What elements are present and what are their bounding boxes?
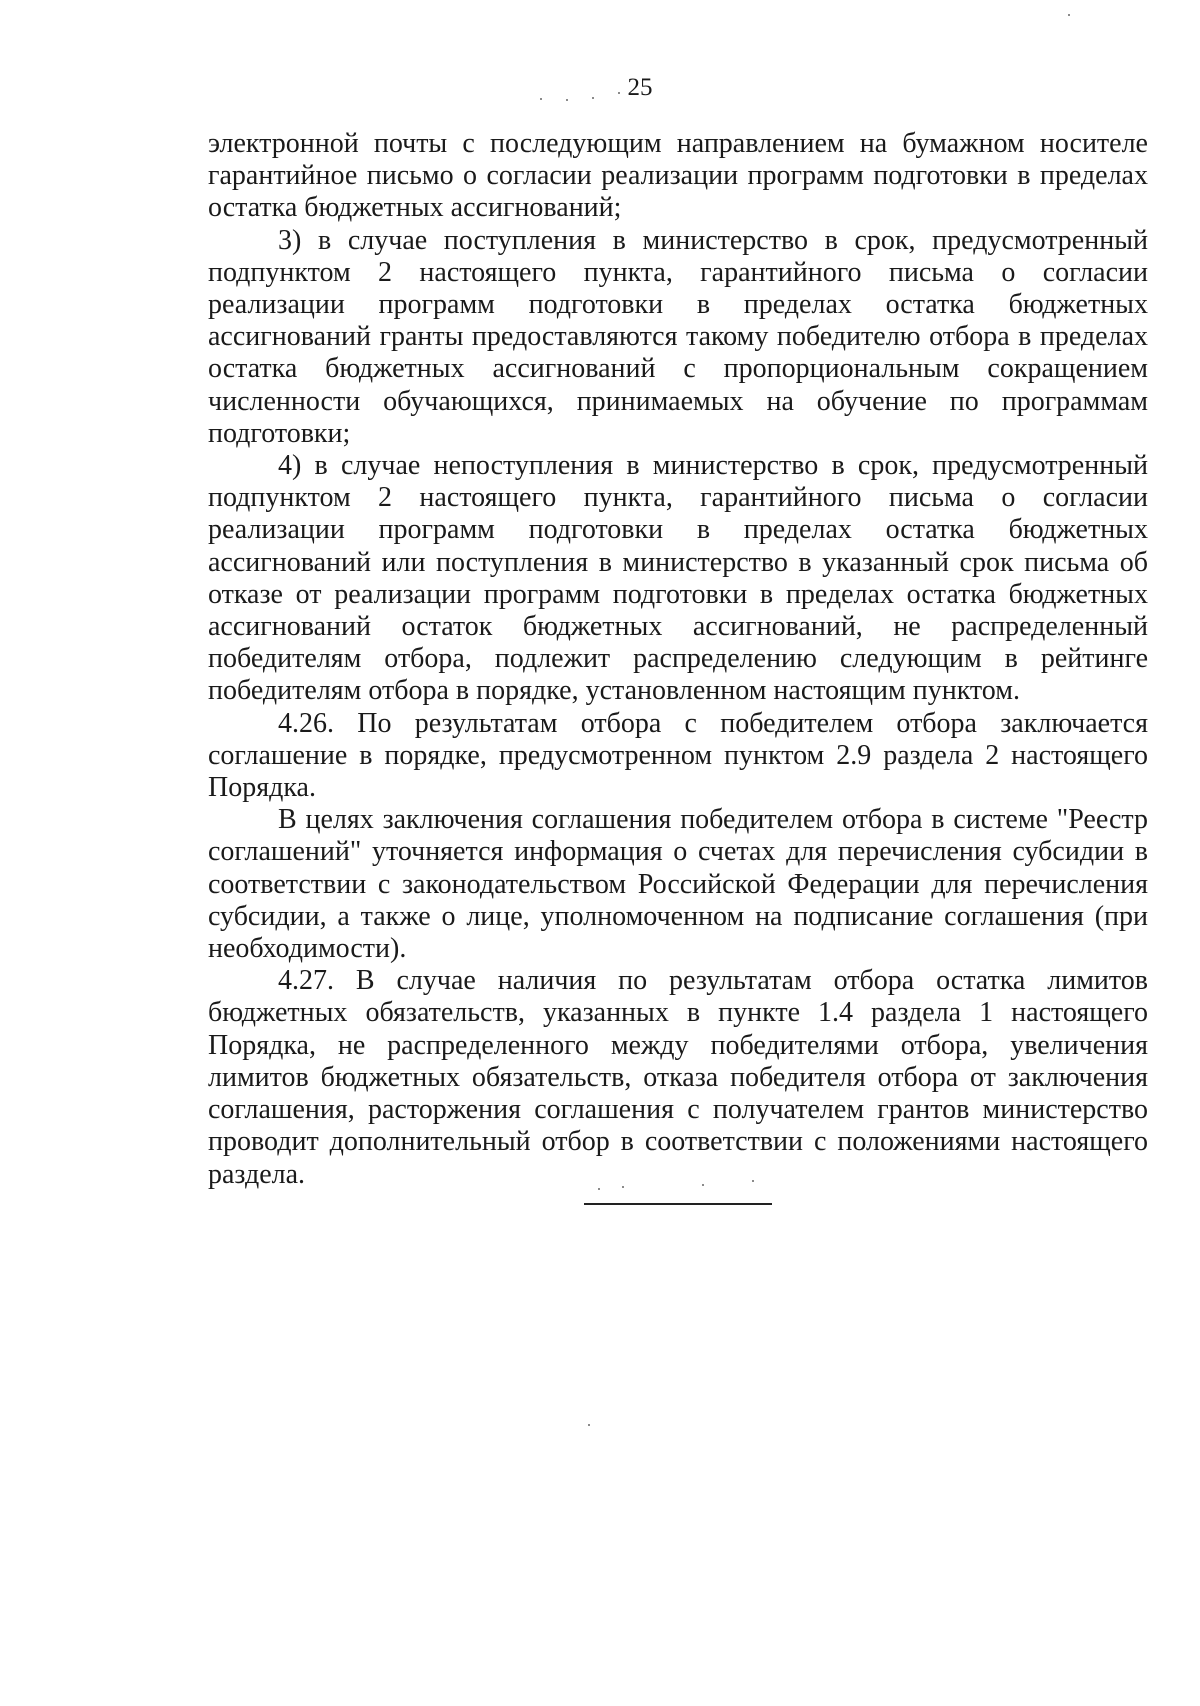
end-of-text-rule [584, 1203, 772, 1205]
scan-speck [598, 1188, 600, 1190]
document-body [208, 128, 1148, 1191]
scan-speck [540, 98, 542, 100]
scan-speck [592, 97, 594, 99]
page-number: 25 [627, 74, 653, 101]
paragraph-4-27: 4.27. В случае наличия по результатам отбора остатка лимитов бюджетных обязательств, указанных в пункте 1.4 раздела 1 настоящего Порядка, не распределенного между победителями отбора, увеличения лимитов бюджетных обязательств, отказа победителя отбора от заключения соглашения, расторжения соглашения с получателем грантов министерство проводит дополнительный отбор в соответствии с положениями настоящего раздела. [208, 965, 1148, 1190]
paragraph-agreement-register: В целях заключения соглашения победителем отбора в системе "Реестр соглашений" уточняется информация о счетах для перечисления субсидии в соответствии с законодательством Российской Федерации для перечисления субсидии, а также о лице, уполномоченном на подписание соглашения (при необходимости). [208, 804, 1148, 965]
paragraph-item-3: 3) в случае поступления в министерство в срок, предусмотренный подпунктом 2 настоящего пункта, гарантийного письма о согласии реализации программ подготовки в пределах остатка бюджетных ассигнований гранты предоставляются такому победителю отбора в пределах остатка бюджетных ассигнований с пропорциональным сокращением численности обучающихся, принимаемых на обучение по программам подготовки; [208, 224, 1148, 449]
scan-speck [752, 1180, 754, 1182]
scan-speck [566, 99, 568, 101]
scan-speck [1068, 14, 1070, 16]
scan-speck [702, 1184, 704, 1186]
scan-speck [622, 1186, 624, 1188]
paragraph-continuation: электронной почты с последующим направлением на бумажном носителе гарантийное письмо о согласии реализации программ подготовки в пределах остатка бюджетных ассигнований; [208, 128, 1148, 224]
paragraph-4-26: 4.26. По результатам отбора с победителем отбора заключается соглашение в порядке, предусмотренном пунктом 2.9 раздела 2 настоящего Порядка. [208, 707, 1148, 804]
paragraph-item-4: 4) в случае непоступления в министерство в срок, предусмотренный подпунктом 2 настоящего пункта, гарантийного письма о согласии реализации программ подготовки в пределах остатка бюджетных ассигнований или поступления в министерство в указанный срок письма об отказе от реализации программ подготовки в пределах остатка бюджетных ассигнований остаток бюджетных ассигнований, не распределенный победителям отбора, подлежит распределению следующим в рейтинге победителям отбора в порядке, установленном настоящим пунктом. [208, 450, 1148, 707]
scan-speck [618, 92, 620, 94]
scan-speck [588, 1424, 590, 1426]
